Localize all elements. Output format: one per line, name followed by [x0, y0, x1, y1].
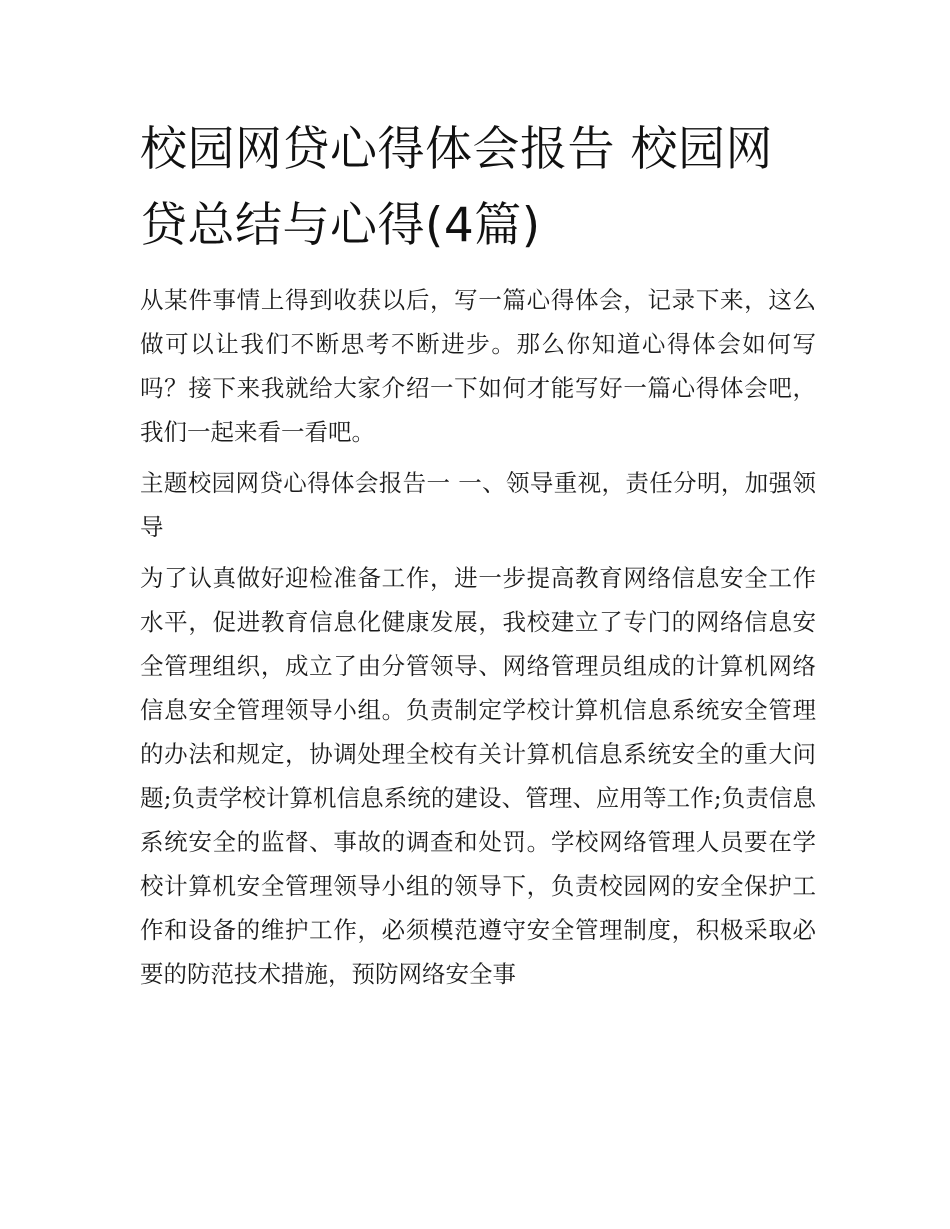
document-body [140, 278, 816, 1003]
document-title: 校园网贷心得体会报告 校园网贷总结与心得(4篇) [140, 122, 773, 253]
section-heading-paragraph: 主题校园网贷心得体会报告一 一、领导重视，责任分明，加强领导 [140, 469, 816, 541]
body-paragraph: 为了认真做好迎检准备工作，进一步提高教育网络信息安全工作水平，促进教育信息化健康发展，我校建立了专门的网络信息安全管理组织，成立了由分管领导、网络管理员组成的计算机网络信息安全管理领导小组。负责制定学校计算机信息系统安全管理的办法和规定，协调处理全校有关计算机信息系统安全的重大问题;负责学校计算机信息系统的建设、管理、应用等工作;负责信息系统安全的监督、事故的调查和处罚。学校网络管理人员要在学校计算机安全管理领导小组的领导下，负责校园网的安全保护工作和设备的维护工作，必须模范遵守安全管理制度，积极采取必要的防范技术措施，预防网络安全事 [140, 564, 816, 988]
intro-paragraph: 从某件事情上得到收获以后，写一篇心得体会，记录下来，这么做可以让我们不断思考不断进步。那么你知道心得体会如何写吗？接下来我就给大家介绍一下如何才能写好一篇心得体会吧，我们一起来看一看吧。 [140, 286, 816, 446]
